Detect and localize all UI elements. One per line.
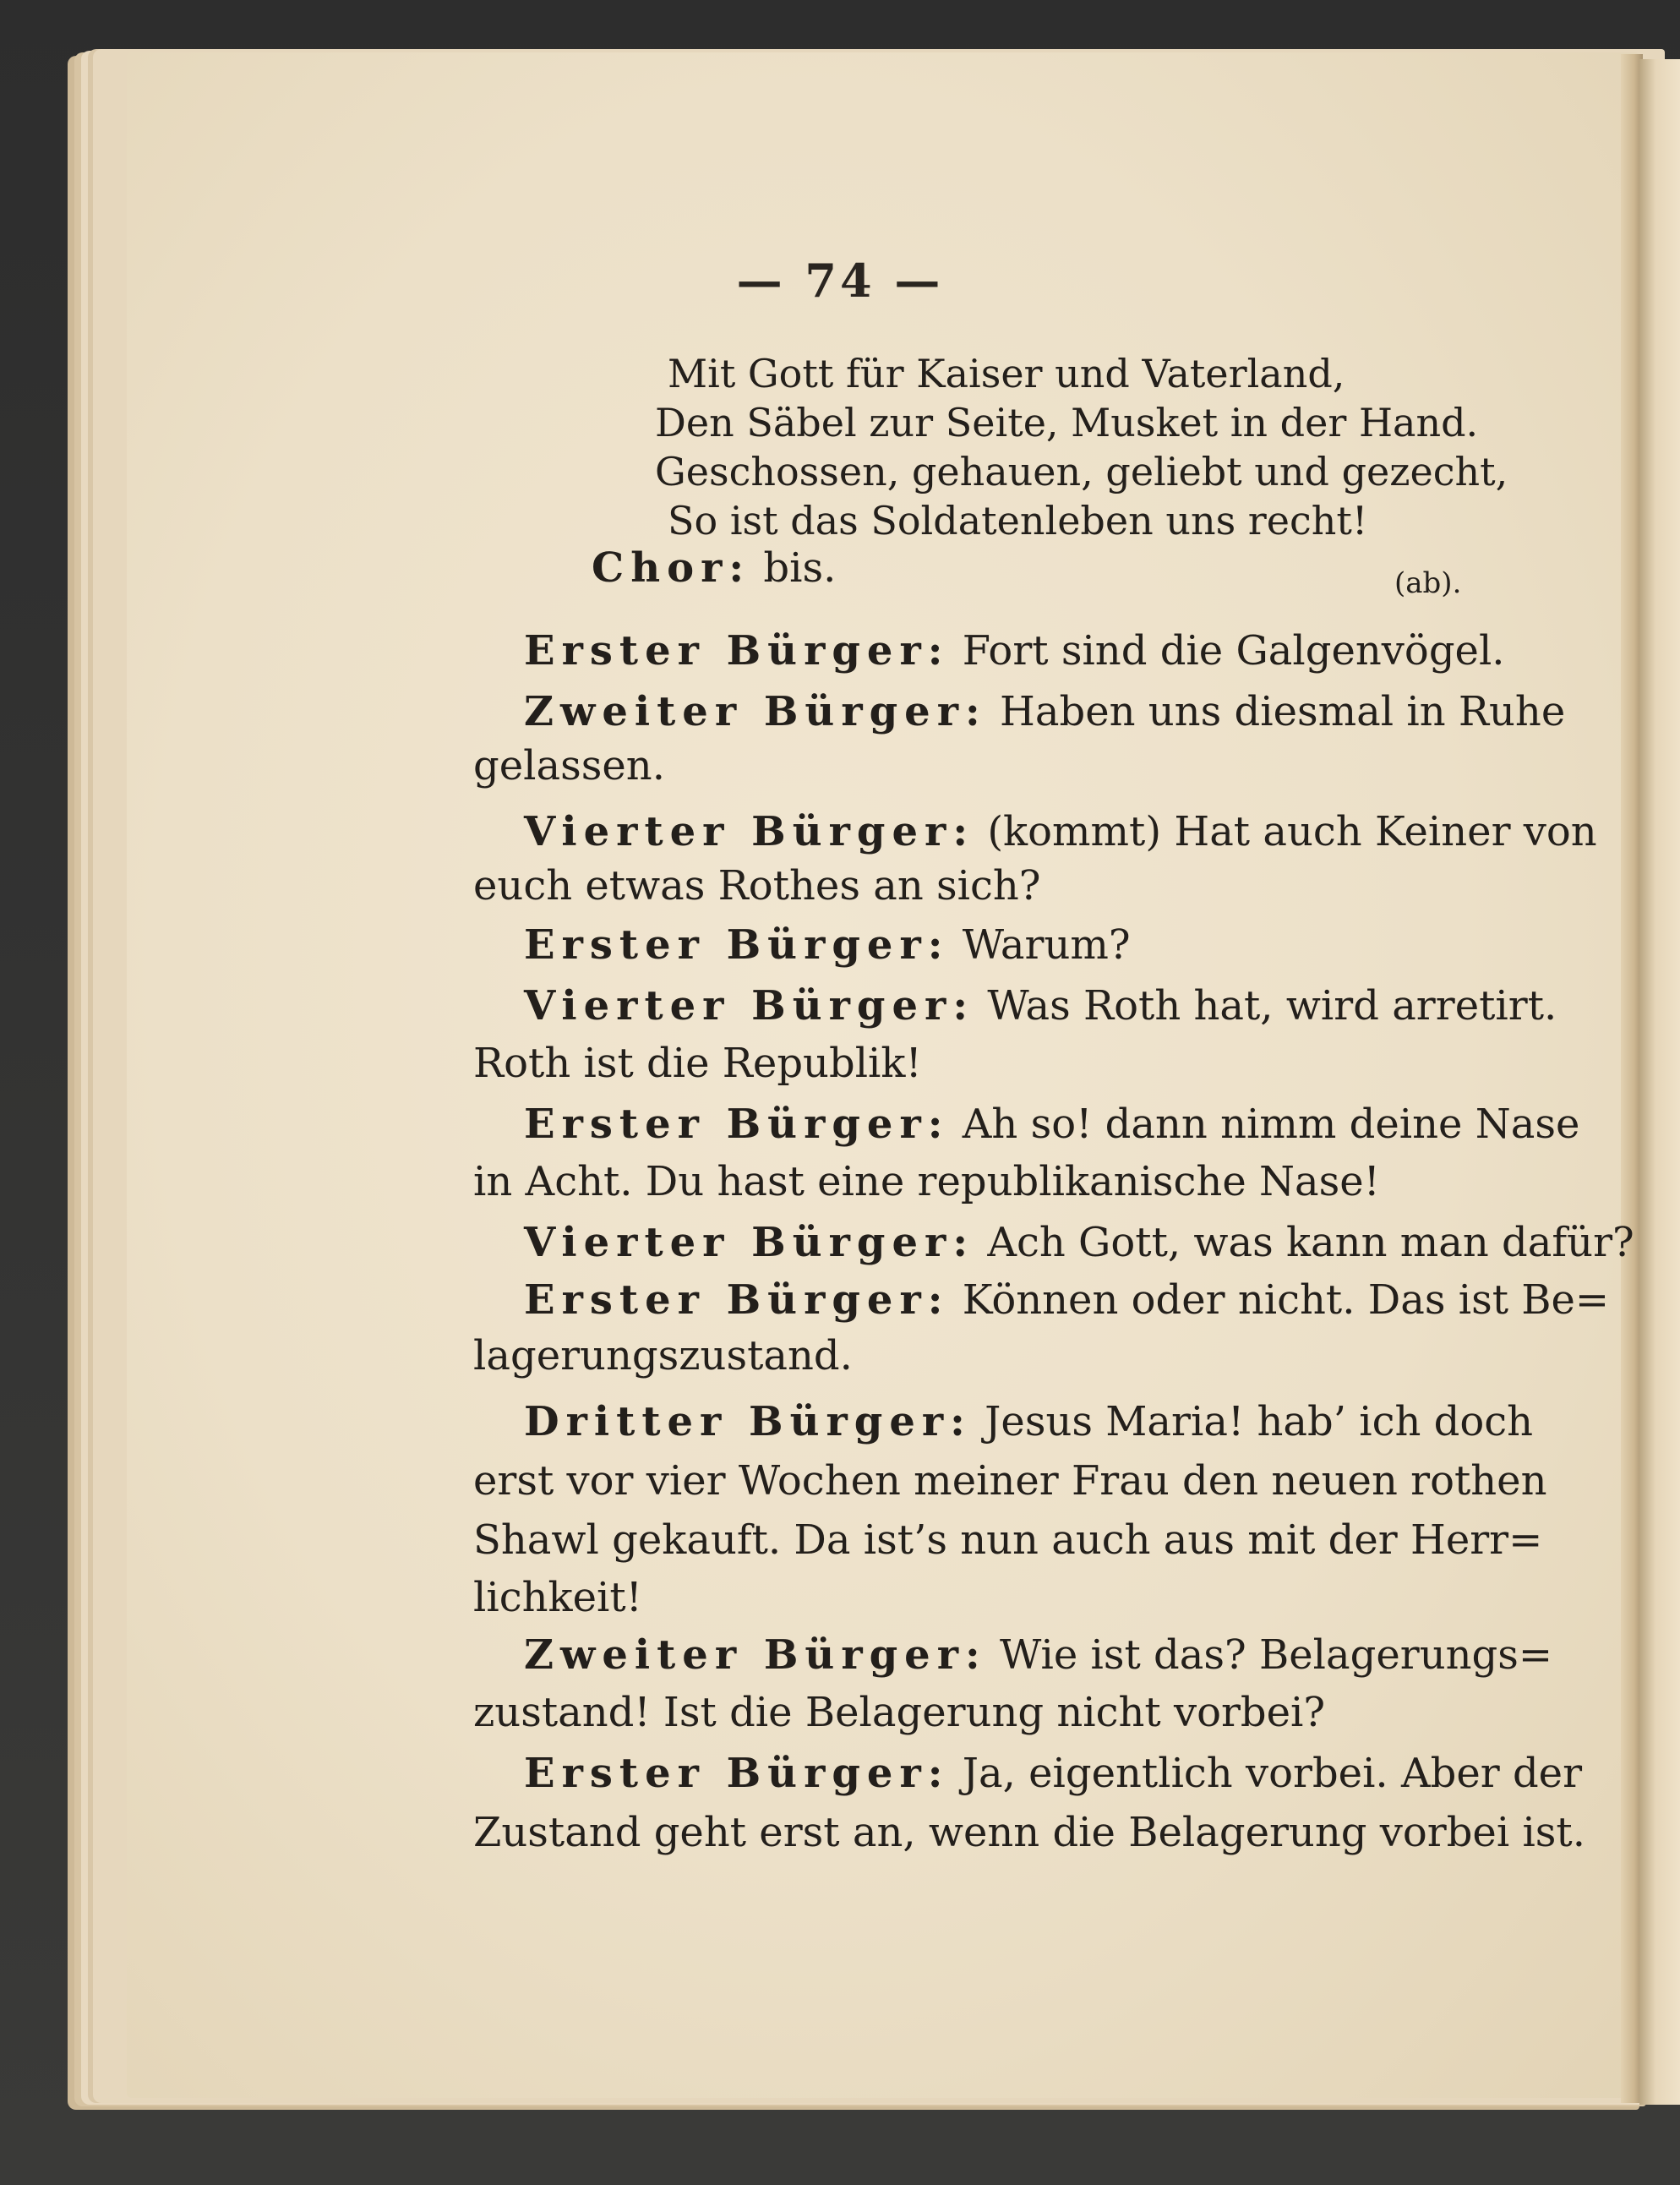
speaker-name: Erster Bürger: <box>524 921 950 969</box>
dialogue-line <box>524 920 1131 970</box>
dialogue-continuation: in Acht. Du hast eine republikanische Nase! <box>473 1158 1380 1205</box>
chorus-text: bis. <box>763 544 837 592</box>
speaker-name: Erster Bürger: <box>524 627 950 675</box>
speaker-name: Erster Bürger: <box>524 1276 950 1324</box>
dialogue-text: (kommt) Hat auch Keiner von <box>987 808 1597 855</box>
dialogue-line <box>524 1275 1609 1325</box>
dialogue-text: Fort sind die Galgenvögel. <box>962 627 1505 675</box>
dialogue-continuation: euch etwas Rothes an sich? <box>473 862 1041 910</box>
verse-line: Geschossen, gehauen, geliebt und gezecht, <box>655 449 1508 494</box>
dialogue-text: Haben uns diesmal in Ruhe <box>999 688 1566 735</box>
dialogue-continuation: Shawl gekauft. Da ist’s nun auch aus mit der Herr= <box>473 1516 1543 1564</box>
speaker-name: Zweiter Bürger: <box>524 688 987 735</box>
dialogue-continuation: gelassen. <box>473 742 665 789</box>
dialogue-text: Ach Gott, was kann man dafür? <box>987 1219 1634 1266</box>
dialogue-text: Jesus Maria! hab’ ich doch <box>985 1398 1534 1445</box>
stage-direction: (ab). <box>1394 566 1462 600</box>
dialogue-text: Warum? <box>962 921 1131 969</box>
speaker-name: Erster Bürger: <box>524 1750 950 1797</box>
dialogue-line <box>524 1396 1533 1447</box>
dialogue-continuation: Zustand geht erst an, wenn die Belagerung vorbei ist. <box>473 1809 1585 1856</box>
dialogue-line <box>524 806 1597 857</box>
speaker-name: Vierter Bürger: <box>524 808 975 855</box>
dialogue-continuation: zustand! Ist die Belagerung nicht vorbei? <box>473 1689 1326 1736</box>
dialogue-continuation: lichkeit! <box>473 1574 642 1621</box>
dialogue-text: Ja, eigentlich vorbei. Aber der <box>962 1750 1583 1797</box>
dialogue-text: Ah so! dann nimm deine Nase <box>962 1101 1580 1148</box>
dialogue-continuation: Roth ist die Republik! <box>473 1040 922 1087</box>
dialogue-line <box>524 1630 1552 1680</box>
dialogue-continuation: lagerungszustand. <box>473 1332 853 1379</box>
dialogue-line <box>524 1099 1579 1150</box>
speaker-name: Vierter Bürger: <box>524 982 975 1030</box>
dialogue-line <box>524 686 1565 737</box>
verse-line: Mit Gott für Kaiser und Vaterland, <box>668 351 1345 396</box>
dialogue-line <box>524 1748 1582 1799</box>
dialogue-line <box>524 981 1557 1031</box>
speaker-name: Zweiter Bürger: <box>524 1631 987 1679</box>
page-number: — 74 — <box>736 254 944 308</box>
speaker-name: Vierter Bürger: <box>524 1219 975 1266</box>
dialogue-continuation: erst vor vier Wochen meiner Frau den neuen rothen <box>473 1457 1547 1505</box>
dialogue-text: Wie ist das? Belagerungs= <box>999 1631 1553 1679</box>
dialogue-line <box>524 1217 1634 1268</box>
speaker-name: Erster Bürger: <box>524 1101 950 1148</box>
speaker-name: Dritter Bürger: <box>524 1398 972 1445</box>
verse-line: Den Säbel zur Seite, Musket in der Hand. <box>655 400 1479 445</box>
dialogue-line <box>524 625 1505 676</box>
chorus-line <box>592 543 836 593</box>
speaker-name: Chor: <box>592 544 751 592</box>
verse-line: So ist das Soldatenleben uns recht! <box>668 498 1368 544</box>
dialogue-text: Was Roth hat, wird arretirt. <box>987 982 1557 1030</box>
dialogue-text: Können oder nicht. Das ist Be= <box>962 1276 1610 1324</box>
